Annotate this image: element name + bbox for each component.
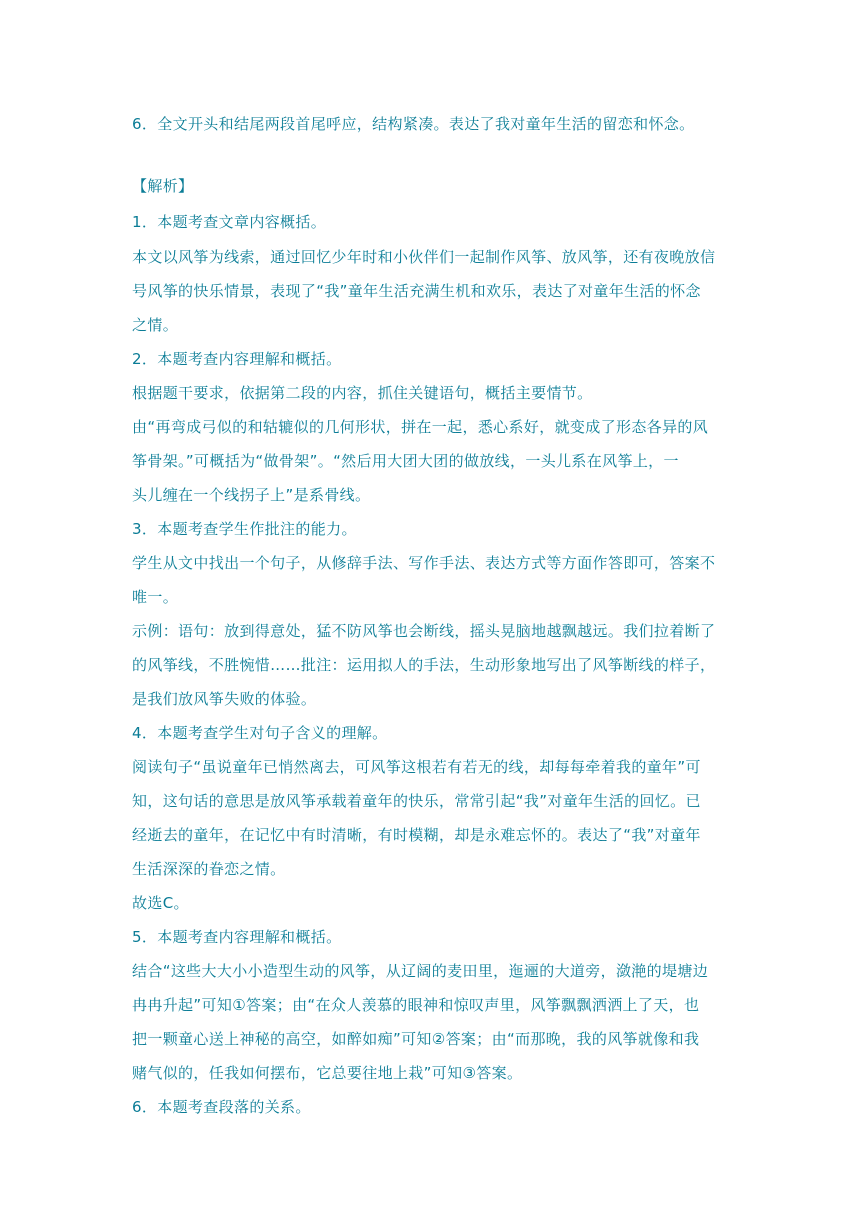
q4-heading: 4．本题考查学生对句子含义的理解。	[132, 724, 388, 742]
analysis-heading: 【解析】	[132, 177, 194, 195]
q2-text-line-3: 筝骨架。”可概括为“做骨架”。“然后用大团大团的做放线，一头儿系在风筝上，一	[132, 452, 679, 470]
q2-text-line-1: 根据题干要求，依据第二段的内容，抓住关键语句，概括主要情节。	[132, 384, 593, 402]
q3-example-line-2: 的风筝线，不胜惋惜……批注：运用拟人的手法，生动形象地写出了风筝断线的样子，	[132, 656, 716, 674]
q4-answer: 故选C。	[132, 894, 189, 912]
q4-text-line-3: 经逝去的童年，在记忆中有时清晰，有时模糊，却是永难忘怀的。表达了“我”对童年	[132, 826, 701, 844]
q4-text-line-4: 生活深深的眷恋之情。	[132, 860, 286, 878]
q1-text-line-1: 本文以风筝为线索，通过回忆少年时和小伙伴们一起制作风筝、放风筝，还有夜晚放信	[132, 248, 716, 266]
q3-text-line-2: 唯一。	[132, 588, 179, 606]
q4-text-line-1: 阅读句子“虽说童年已悄然离去，可风筝这根若有若无的线，却每每牵着我的童年”可	[132, 758, 701, 776]
q5-text-line-1: 结合“这些大大小小造型生动的风筝，从辽阔的麦田里，迤逦的大道旁，潋滟的堤塘边	[132, 962, 709, 980]
q1-heading: 1．本题考查文章内容概括。	[132, 213, 327, 231]
q1-text-line-3: 之情。	[132, 316, 179, 334]
q5-text-line-4: 赌气似的，任我如何摆布，它总要往地上栽”可知③答案。	[132, 1064, 523, 1082]
q3-text-line-1: 学生从文中找出一个句子，从修辞手法、写作手法、表达方式等方面作答即可，答案不	[132, 554, 716, 572]
q2-heading: 2．本题考查内容理解和概括。	[132, 350, 342, 368]
q5-heading: 5．本题考查内容理解和概括。	[132, 928, 342, 946]
answer-6-line: 6．全文开头和结尾两段首尾呼应，结构紧凑。表达了我对童年生活的留恋和怀念。	[132, 115, 695, 133]
q2-text-line-2: 由“再弯成弓似的和轱辘似的几何形状，拼在一起，悉心系好，就变成了形态各异的风	[132, 418, 709, 436]
q3-example-line-1: 示例：语句：放到得意处，猛不防风筝也会断线，摇头晃脑地越飘越远。我们拉着断了	[132, 622, 716, 640]
q6-heading: 6．本题考查段落的关系。	[132, 1098, 311, 1116]
q5-text-line-3: 把一颗童心送上神秘的高空，如醉如痴”可知②答案；由“而那晚，我的风筝就像和我	[132, 1030, 700, 1048]
q1-text-line-2: 号风筝的快乐情景，表现了“我”童年生活充满生机和欢乐，表达了对童年生活的怀念	[132, 282, 701, 300]
q4-text-line-2: 知，这句话的意思是放风筝承载着童年的快乐，常常引起“我”对童年生活的回忆。已	[132, 792, 701, 810]
q3-example-line-3: 是我们放风筝失败的体验。	[132, 690, 317, 708]
q3-heading: 3．本题考查学生作批注的能力。	[132, 520, 357, 538]
q2-text-line-4: 头儿缠在一个线拐子上”是系骨线。	[132, 486, 371, 504]
q5-text-line-2: 冉冉升起”可知①答案；由“在众人羡慕的眼神和惊叹声里，风筝飘飘洒洒上了天，也	[132, 996, 700, 1014]
